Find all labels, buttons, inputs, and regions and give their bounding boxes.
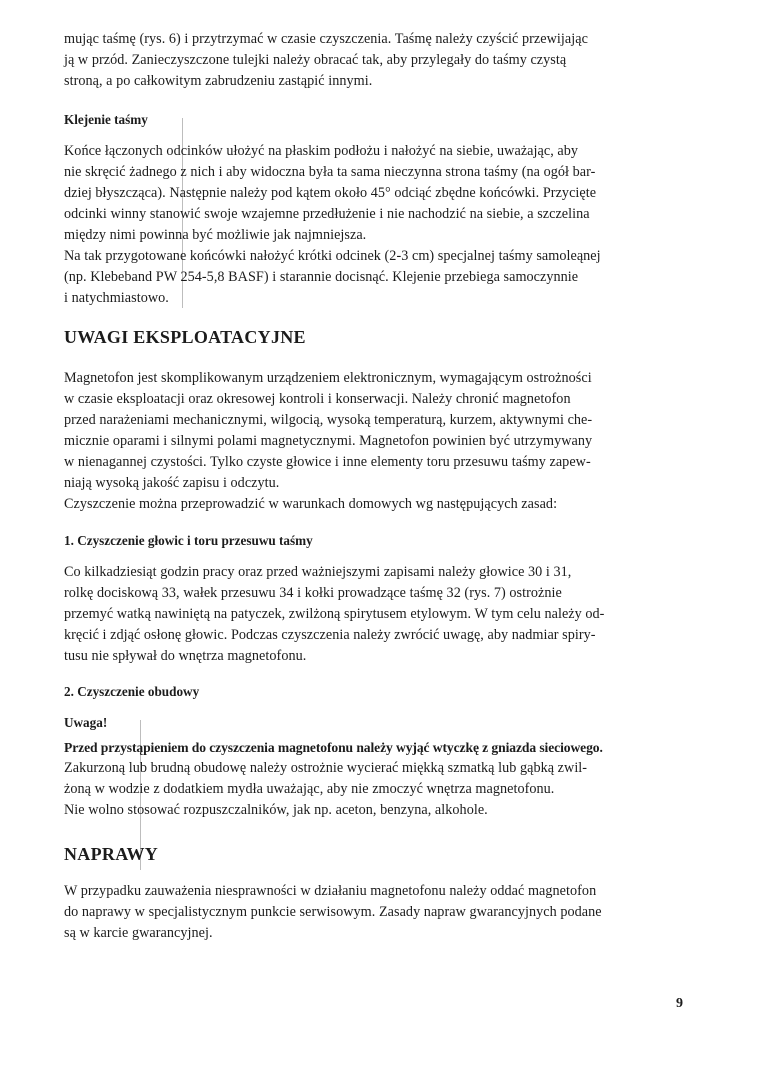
text-line: nie skręcić żadnego z nich i aby widoczna była ta sama nieczynna strona taśmy (na ogół bar- bbox=[64, 164, 596, 180]
text-line: w czasie eksploatacji oraz okresowej kontroli i konserwacji. Należy chronić magnetofon bbox=[64, 391, 571, 407]
text-line: w nienagannej czystości. Tylko czyste głowice i inne elementy toru przesuwu taśmy zapew- bbox=[64, 454, 591, 470]
text-line: (np. Klebeband PW 254-5,8 BASF) i starannie docisnąć. Klejenie przebiega samoczynnie bbox=[64, 269, 579, 285]
text-line: żoną w wodzie z dodatkiem mydła uważając, aby nie zmoczyć wnętrza magnetofonu. bbox=[64, 781, 555, 797]
text-line: przed narażeniami mechanicznymi, wilgocią, wysoką temperaturą, kurzem, aktywnymi che- bbox=[64, 412, 593, 428]
obudowa-paragraph bbox=[64, 758, 692, 821]
intro-paragraph bbox=[64, 29, 692, 92]
text-line: kręcić i zdjąć osłonę głowic. Podczas czyszczenia należy zwrócić uwagę, aby nadmiar spiry- bbox=[64, 627, 596, 643]
text-line: tusu nie spływał do wnętrza magnetofonu. bbox=[64, 648, 307, 664]
page-number: 9 bbox=[676, 996, 683, 1011]
text-line: rolkę dociskową 33, wałek przesuwu 34 i kołki prowadzące taśmę 32 (rys. 7) ostrożnie bbox=[64, 585, 562, 601]
text-line: Co kilkadziesiąt godzin pracy oraz przed ważniejszymi zapisami należy głowice 30 i 31, bbox=[64, 564, 572, 580]
uwagi-paragraph-2: Czyszczenie można przeprowadzić w warunkach domowych wg następujących zasad: bbox=[64, 496, 558, 512]
warning-text: Przed przystąpieniem do czyszczenia magnetofonu należy wyjąć wtyczkę z gniazda sieciowego. bbox=[64, 740, 603, 755]
text-line: mując taśmę (rys. 6) i przytrzymać w czasie czyszczenia. Taśmę należy czyścić przewijając bbox=[64, 31, 588, 47]
text-line: między nimi powinna być możliwie jak najmniejsza. bbox=[64, 227, 367, 243]
text-line: Zakurzoną lub brudną obudowę należy ostrożnie wycierać miękką szmatką lub gąbką zwil- bbox=[64, 760, 588, 776]
text-line: są w karcie gwarancyjnej. bbox=[64, 925, 213, 941]
text-line: przemyć watką nawiniętą na patyczek, zwilżoną spirytusem etylowym. W tym celu należy od- bbox=[64, 606, 605, 622]
text-line: stroną, a po całkowitym zabrudzeniu zastąpić innymi. bbox=[64, 73, 373, 89]
text-line: ją w przód. Zanieczyszczone tulejki należy obracać tak, aby przylegały do taśmy czystą bbox=[64, 52, 567, 68]
subsection-heading-glowice: 1. Czyszczenie głowic i toru przesuwu taśmy bbox=[64, 533, 313, 548]
warning-label: Uwaga! bbox=[64, 715, 108, 730]
glowice-paragraph bbox=[64, 562, 692, 667]
naprawy-paragraph bbox=[64, 881, 692, 944]
klejenie-paragraph-2 bbox=[64, 246, 692, 309]
text-line: odcinki winny stanowić swoje wzajemne przedłużenie i nie nachodzić na siebie, a szczelina bbox=[64, 206, 590, 222]
text-line: niają wysoką jakość zapisu i odczytu. bbox=[64, 475, 280, 491]
text-line: do naprawy w specjalistycznym punkcie serwisowym. Zasady napraw gwarancyjnych podane bbox=[64, 904, 602, 920]
uwagi-paragraph-1 bbox=[64, 368, 692, 494]
text-line: Na tak przygotowane końcówki nałożyć krótki odcinek (2-3 cm) specjalnej taśmy samoleąnej bbox=[64, 248, 601, 264]
section-heading-klejenie: Klejenie taśmy bbox=[64, 112, 148, 127]
text-line: Nie wolno stosować rozpuszczalników, jak np. aceton, benzyna, alkohole. bbox=[64, 802, 488, 818]
section-heading-uwagi: UWAGI EKSPLOATACYJNE bbox=[64, 327, 306, 347]
subsection-heading-obudowa: 2. Czyszczenie obudowy bbox=[64, 684, 200, 699]
text-line: Końce łączonych odcinków ułożyć na płaskim podłożu i nałożyć na siebie, uważając, aby bbox=[64, 143, 579, 159]
section-heading-naprawy: NAPRAWY bbox=[64, 844, 159, 864]
text-line: W przypadku zauważenia niesprawności w działaniu magnetofonu należy oddać magnetofon bbox=[64, 883, 597, 899]
text-line: micznie oparami i silnymi polami magnetycznymi. Magnetofon powinien być utrzymywany bbox=[64, 433, 593, 449]
text-line: i natychmiastowo. bbox=[64, 290, 169, 306]
klejenie-paragraph-1 bbox=[64, 141, 692, 246]
text-line: Magnetofon jest skomplikowanym urządzeniem elektronicznym, wymagającym ostrożności bbox=[64, 370, 592, 386]
text-line: dziej błyszcząca). Następnie należy pod kątem około 45° odciąć zbędne końcówki. Przycięte bbox=[64, 185, 597, 201]
